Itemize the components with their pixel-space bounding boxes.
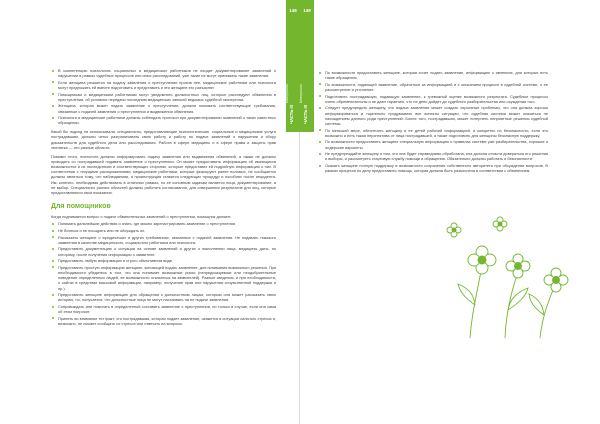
flower-stem-1	[470, 265, 482, 338]
left-page-number: 148	[289, 8, 297, 13]
right-bullet-item: По возможности предоставить женщине специальную информацию о правилах системе уже разбирательства, хорошие и лидерские варианты.	[318, 139, 548, 149]
helper-intro: Когда поднимается вопрос о подаче обвинительных заявлений о преступлении, помощник должен:	[51, 214, 232, 220]
flower-bud-2	[493, 217, 507, 231]
helper-bullet-item: Понимать дальнейшие действия и знать, где можно зарегистрировать заявление о преступлении.	[51, 221, 276, 226]
flower-stem-2	[505, 272, 518, 338]
left-text-column	[51, 68, 276, 328]
section-heading: Для помощников	[51, 203, 111, 211]
right-bullet-item: Не предупреждайте женщину о том, что она будет справедливо обработана, она должна отчасти доверяться его решения и выборы, и рассмотреть стартовую службу помощи и обращения. Обязательно должны работать и безопасности.	[318, 151, 548, 161]
left-tab-section: ЧАСТЬ III	[289, 104, 294, 124]
left-bullet-item: Женщина, которая может подать заявление о преступлении, должна понимать соответствующие требования, связанные с подачей заявления о преступлении и выдвижении обвинения.	[51, 103, 276, 113]
flower-head-2	[506, 254, 530, 278]
right-bullet-item: Оказать женщине полную поддержку в возможности сохранения собственного авторитета при обсуждении вопросов. В рамках процесса по делу предоставить помощь, которая должна быть разъяснена в соответствии с обвинением.	[318, 163, 548, 173]
right-chapter-tab	[300, 0, 314, 132]
right-tab-subtitle: Материалы	[299, 84, 303, 104]
left-bullet-item: В компетенцию психологов, социальных и медицинских работников не входит документирование заявлений о нарушении в рамках судебных процессов или иных расследований, уже такие не могут принимать такие заявления.	[51, 68, 276, 78]
flower-head-1	[468, 246, 496, 274]
left-paragraph-1: Какой бы подход ни использовали, специалисты, предоставляющие психологические, социальные и медицинские услуги пострадавшим, должны четко разграничивать свою работу и работу по подаче заявлений о нарушении и сбору доказательств для судебного дела или расследования. Работа в сфере медицины и в сфере права и защиты прав человека — это разные области.	[51, 129, 276, 150]
helper-bullet-list	[51, 221, 276, 326]
left-bullet-item: Помощникам и медицинским работникам могут уведомлять должностных лиц, которые расследуют обвинения в преступлении, об условиях передачи последним медицинских записей ведомых судебной экспертизы.	[51, 92, 276, 102]
right-bullet-item: По возможности, подающей заявление, обратиться за информацией и с описанием процессе в судебной системе, о ее рассмотрение и уточнение.	[318, 82, 548, 92]
helper-bullet-item: Принять во внимание тот факт, что пострадавшая, которая подает заявление, окажется в ситуации сильного стресса и, возможно, не сможет сообщать со стресса или отвечать на вопросы.	[51, 316, 276, 326]
helper-bullet-item: Сопровождать или помогать в определенной составить заявление о преступлении, но только в случае, если она сама об этом попросит.	[51, 304, 276, 314]
helper-bullet-item: Предоставить любую информацию в строго объективном виде.	[51, 258, 276, 263]
helper-bullet-item: Рассказать женщине о юридических и других требованиях, связанных с подачей заявления. Не подавать никакого заявления в качестве медицинского, социального работника или психолога.	[51, 235, 276, 245]
leaf-2	[508, 288, 528, 310]
right-bullet-item: Подготовить пострадавшую, подающую заявление, к тревожной оценке возможного результата. Судебные процессы очень обременительны и не дают гарантию, что не дело дойдет до судебного разбирательства или осуждения того.	[318, 94, 548, 104]
leaf-1	[458, 284, 475, 305]
left-bullet-list	[51, 68, 276, 126]
right-bullet-item: По меньшей мере, обеспечить женщину и ее детей рабочей информацией, и конкретно по безопасности, если это возможно и есть такая перспектива от лица пострадавшей, а также подготовить для женщины безопасную поддержку.	[318, 128, 548, 138]
right-page-number: 149	[303, 8, 311, 13]
flower-stem-3	[540, 285, 555, 338]
helper-bullet-item: Предоставить документацию о ситуации на основе заявлений и других о выполнении лица, медицины даты, по которому, после получения информации о заявителе.	[51, 246, 276, 256]
flower-illustration	[430, 210, 580, 340]
helper-bullet-item: Не бояться и не поощрять или не обсуждать их.	[51, 228, 276, 233]
left-tab-subtitle: Материалы	[285, 84, 289, 104]
right-tab-section: ЧАСТЬ III	[303, 104, 308, 124]
right-text-column	[318, 70, 548, 175]
right-bullet-item: Следует предупредить женщину, что подача заявления может создать серьезные проблемы, что она должна хорошо информироваться и тщательно продумывать все аспекты ситуации, что судебная система может оказаться не нахождением данного рода преступлений. Более того, пострадавшая, может потерпеть неприятные решения судебной системы.	[318, 105, 548, 126]
helper-bullet-item: Предоставить простую информацию женщине, желающей подать заявление, для понимания возможного решения. При необходимости убедитесь в том, что она понимает возможные риски (непредсказуемые или неодобрительные поведение определенных людей, ее возможности отказаться на заявителей). Разные сведения, и при необходимости, о сайтах в средствах массовой информации, например, получение прав или нарушения сочувственной поддержки и пр.).	[51, 265, 276, 291]
helper-bullet-item: Предоставить женщине информацию для обращения к должностным лицам, которым она может рассказать свою историю, но, получается, что должностные лица не могут настаивать на ее подаче заявления.	[51, 292, 276, 302]
right-bullet-item: По возможности предоставить женщине, которая хочет подать заявление, информацию о явлениях, для которых есть такие обращения.	[318, 70, 548, 80]
flower-bud-1	[447, 223, 461, 237]
leaf-3	[529, 294, 544, 315]
right-bullet-list	[318, 70, 548, 173]
left-paragraph-2: Помимо этого, психологи должны информировать подачу заявления или выдвижения обвинений, а также не должны проводить со пострадавшей подавать заявление о преступлении. Он может предоставить информацию об имеющихся возможностях и их последствиях и соответствующих сторонах, которые предоставят ей подробную информацию о них. В соответствии с текущими распоряжениями, медицинские работники, которые фиксируют ранее половых, не сообщается должны являться тому, что наблюдаемая, а проинструкция ставится следующих процедур и пособиях после инцидента. Им, конечно, необходимы действовать в отличных рамках, но ее основным задачам является лица, документирование, а не выбор. Специалисты разных областей должны работать согласованно, для совершения результатов для лиц, которые предоставляются свои показания.	[51, 153, 276, 196]
left-chapter-tab	[286, 0, 300, 132]
flower-head-3	[544, 268, 568, 292]
left-bullet-item: Психологи и медицинские работники должны соблюдать протокол при документировании заявлений о таких известных обращении.	[51, 115, 276, 125]
left-bullet-item: Если женщина решается на подачу заявления о преступлении против нее, медицинские работники или психологи могут предложить ей вместе подготовить и представить и эти женщине его разъяснят.	[51, 80, 276, 90]
